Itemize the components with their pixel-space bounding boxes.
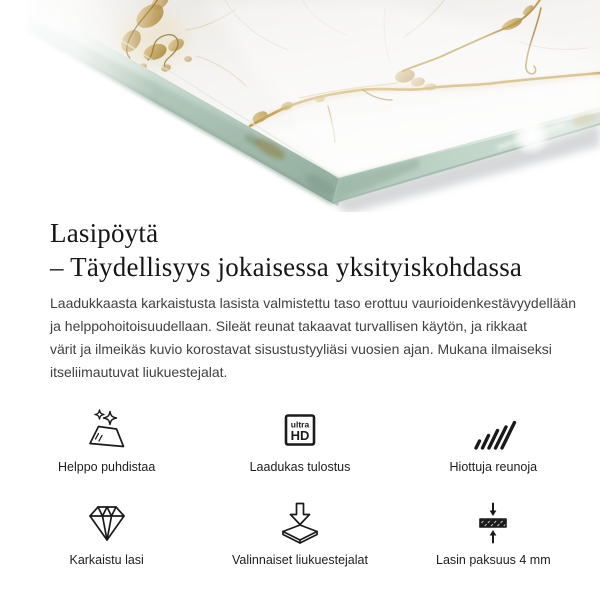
description-line: värit ja ilmeikäs kuvio korostavat sisustustyyliäsi vuosien ajan. Mukana ilmaiseksi: [50, 341, 552, 357]
feature-label: Valinnaiset liukuestejalat: [232, 553, 368, 567]
marble-glass-table-illustration: [0, 0, 600, 212]
feature-grid: [10, 406, 590, 568]
page-title: [50, 216, 522, 284]
feature-glass-thickness: [397, 499, 590, 568]
product-hero-image: [0, 0, 600, 212]
polished-edges-icon: [469, 406, 517, 454]
description-line: Laadukkaasta karkaistusta lasista valmistettu taso erottuu vaurioidenkestävyydellään: [50, 295, 577, 311]
description-line: ja helppohoitoisuudellaan. Sileät reunat takaavat turvallisen käytön, ja rikkaat: [50, 318, 528, 334]
feature-label: Helppo puhdistaa: [58, 460, 156, 474]
anti-slip-feet-icon: [276, 499, 324, 547]
svg-text:ultra: ultra: [290, 419, 310, 430]
feature-anti-slip-feet: [203, 499, 396, 568]
diamond-icon: [83, 499, 131, 547]
feature-label: Karkaistu lasi: [69, 553, 144, 567]
svg-text:HD: HD: [290, 428, 310, 443]
description-line: itseliimautuvat liukuestejalat.: [50, 364, 228, 380]
sparkle-clean-icon: [83, 406, 131, 454]
feature-label: Hiottuja reunoja: [449, 460, 538, 474]
feature-label: Laadukas tulostus: [249, 460, 351, 474]
feature-quality-print: [203, 406, 396, 475]
feature-tempered-glass: [10, 499, 203, 568]
feature-label: Lasin paksuus 4 mm: [436, 553, 551, 567]
title-line-1: Lasipöytä: [50, 218, 159, 248]
feature-easy-clean: [10, 406, 203, 475]
feature-polished-edges: [397, 406, 590, 475]
title-line-2: – Täydellisyys jokaisessa yksityiskohdassa: [50, 252, 523, 282]
glass-thickness-icon: [469, 499, 517, 547]
ultra-hd-icon: [276, 406, 324, 454]
product-description: [50, 292, 576, 384]
